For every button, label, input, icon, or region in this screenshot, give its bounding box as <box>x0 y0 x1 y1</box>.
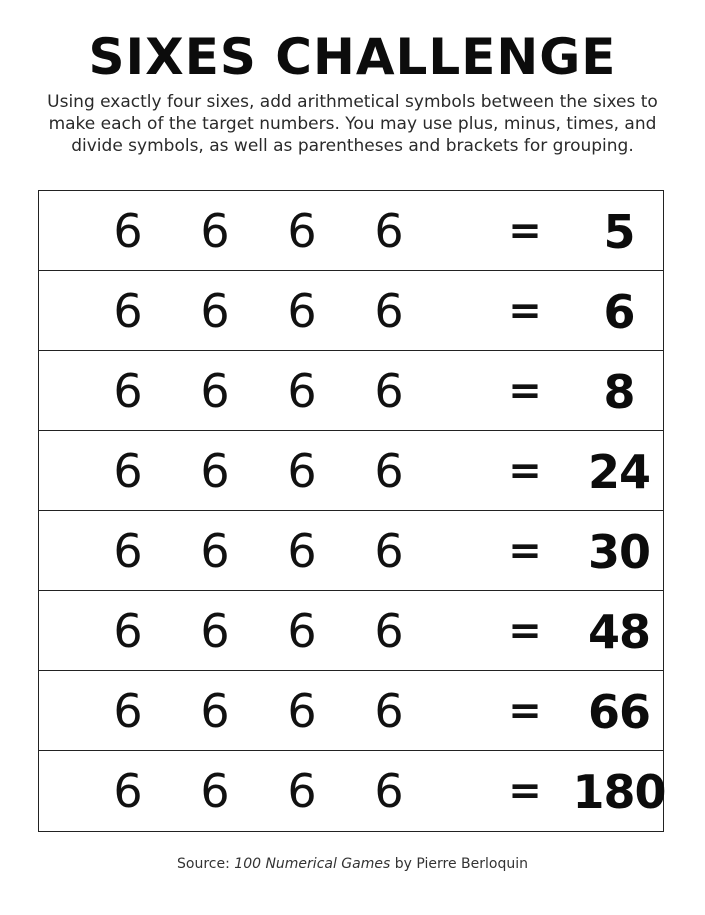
equals-sign: = <box>508 528 542 574</box>
puzzle-row <box>39 351 663 431</box>
equals-sign: = <box>508 608 542 654</box>
puzzle-row <box>39 751 666 831</box>
source-suffix: by Pierre Berloquin <box>390 856 528 872</box>
six-digit: 6 <box>113 604 143 658</box>
six-digit: 6 <box>200 364 230 418</box>
six-digit: 6 <box>374 764 404 818</box>
puzzle-row <box>39 591 663 671</box>
source-citation <box>0 855 705 873</box>
six-digit: 6 <box>113 204 143 258</box>
six-digit: 6 <box>287 684 317 738</box>
six-digit: 6 <box>287 284 317 338</box>
six-digit: 6 <box>287 364 317 418</box>
six-digit: 6 <box>113 444 143 498</box>
instructions-text: Using exactly four sixes, add arithmetical symbols between the sixes to make each of the target numbers. You may use plus, minus, times, and divide symbols, as well as parentheses and brackets for grouping. <box>47 92 658 156</box>
six-digit: 6 <box>200 604 230 658</box>
equals-sign: = <box>508 448 542 494</box>
puzzle-row <box>39 431 663 511</box>
equals-sign: = <box>508 288 542 334</box>
target-number: 6 <box>603 285 635 339</box>
six-digit: 6 <box>374 524 404 578</box>
six-digit: 6 <box>287 444 317 498</box>
six-digit: 6 <box>287 764 317 818</box>
six-digit: 6 <box>113 364 143 418</box>
six-digit: 6 <box>200 524 230 578</box>
puzzle-row <box>39 271 663 351</box>
equals-sign: = <box>508 208 542 254</box>
six-digit: 6 <box>374 204 404 258</box>
six-digit: 6 <box>374 284 404 338</box>
six-digit: 6 <box>287 524 317 578</box>
target-number: 5 <box>603 205 635 259</box>
equals-sign: = <box>508 368 542 414</box>
six-digit: 6 <box>200 684 230 738</box>
target-number: 24 <box>587 445 650 499</box>
six-digit: 6 <box>113 764 143 818</box>
source-book-title: 100 Numerical Games <box>234 856 391 872</box>
six-digit: 6 <box>287 204 317 258</box>
equals-sign: = <box>508 768 542 814</box>
six-digit: 6 <box>287 604 317 658</box>
six-digit: 6 <box>200 204 230 258</box>
six-digit: 6 <box>374 604 404 658</box>
six-digit: 6 <box>200 444 230 498</box>
six-digit: 6 <box>374 444 404 498</box>
six-digit: 6 <box>374 684 404 738</box>
page-title: SIXES CHALLENGE <box>88 28 617 86</box>
puzzle-row <box>39 511 663 591</box>
source-prefix: Source: <box>177 856 235 872</box>
target-number: 180 <box>572 765 666 819</box>
target-number: 8 <box>603 365 635 419</box>
puzzle-row <box>39 191 663 271</box>
equals-sign: = <box>508 688 542 734</box>
six-digit: 6 <box>200 764 230 818</box>
puzzle-row <box>39 671 663 751</box>
target-number: 48 <box>587 605 650 659</box>
six-digit: 6 <box>374 364 404 418</box>
six-digit: 6 <box>113 684 143 738</box>
six-digit: 6 <box>200 284 230 338</box>
six-digit: 6 <box>113 284 143 338</box>
target-number: 66 <box>587 685 650 739</box>
target-number: 30 <box>587 525 650 579</box>
six-digit: 6 <box>113 524 143 578</box>
puzzle-grid <box>38 190 664 832</box>
